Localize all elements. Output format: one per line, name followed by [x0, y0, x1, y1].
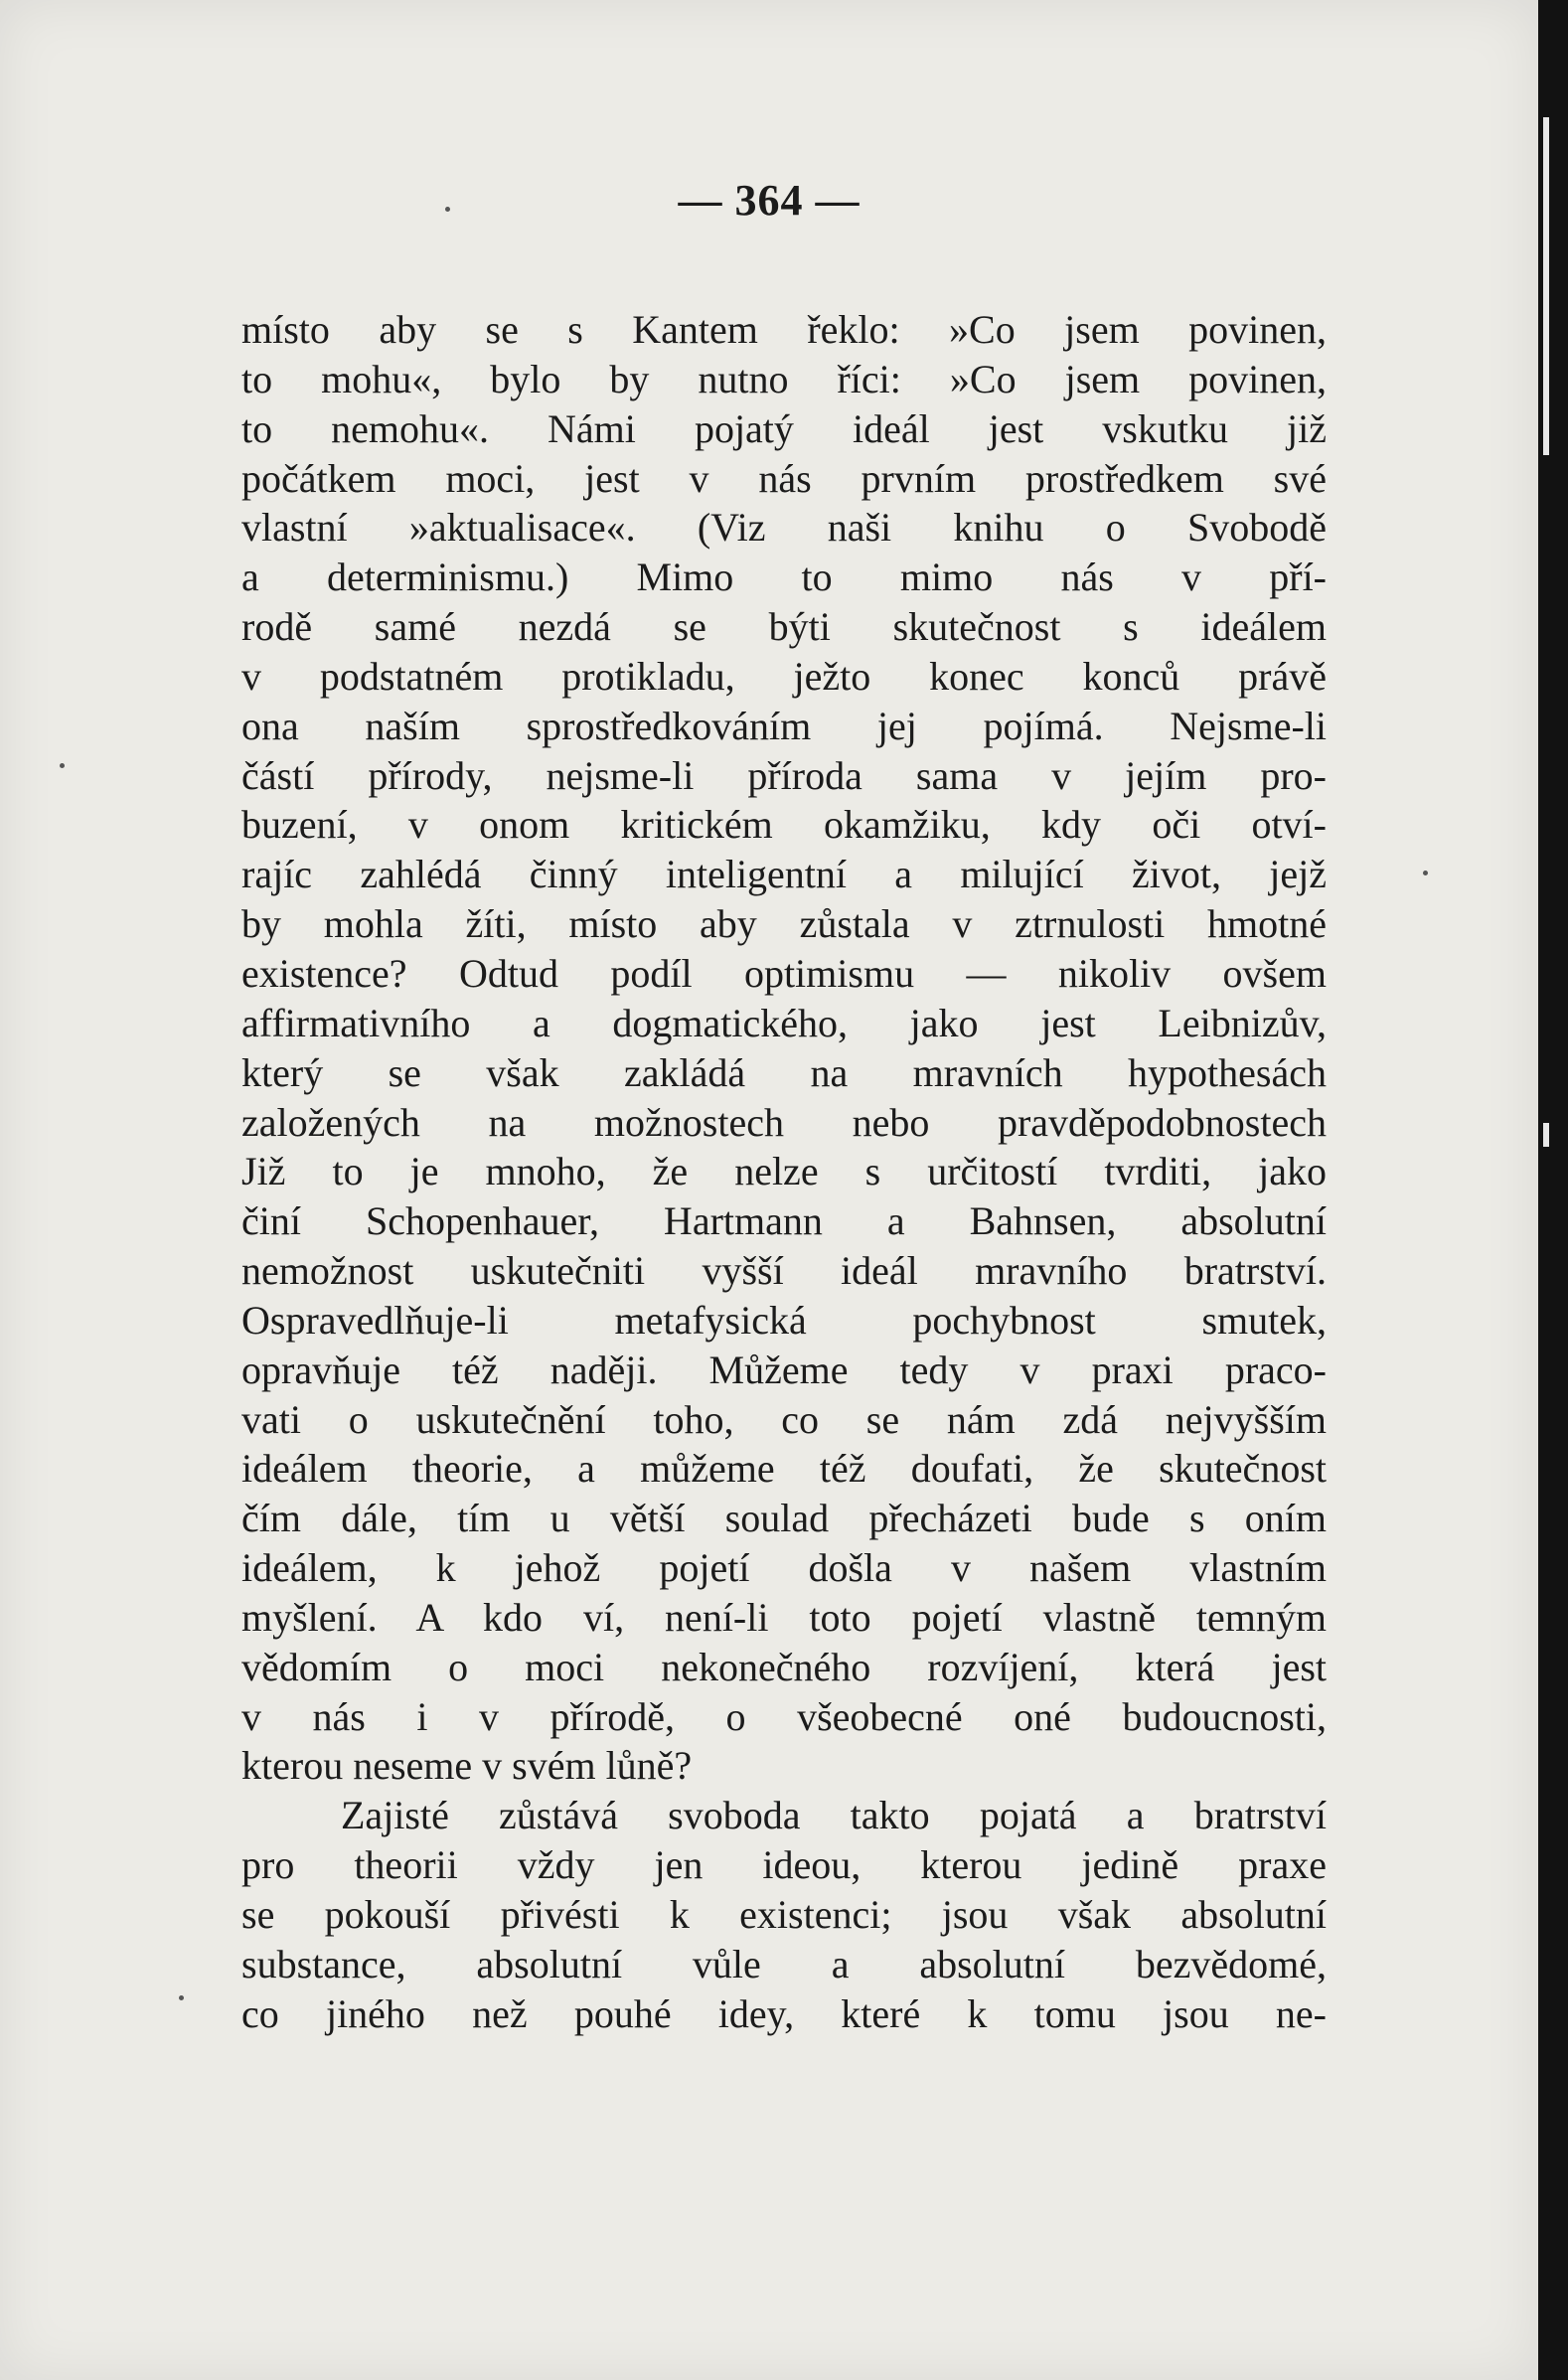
text-line: založených na možnostech nebo pravděpodobnostech [241, 1099, 1327, 1145]
text-line: v nás i v přírodě, o všeobecné oné budoucnosti, [241, 1693, 1327, 1739]
text-line: myšlení. A kdo ví, není-li toto pojetí vlastně temným [241, 1594, 1327, 1640]
text-line: buzení, v onom kritickém okamžiku, kdy oči otví- [241, 802, 1327, 848]
text-line: Zajisté zůstává svoboda takto pojatá a bratrství [341, 1793, 1327, 1838]
page-number: — 364 — [678, 176, 861, 225]
text-line: affirmativního a dogmatického, jako jest Leibnizův, [241, 1000, 1327, 1045]
text-line: činí Schopenhauer, Hartmann a Bahnsen, absolutní [241, 1198, 1327, 1244]
scan-edge-mark [1543, 117, 1549, 455]
text-line: se pokouší přivésti k existenci; jsou však absolutní [241, 1892, 1327, 1937]
text-line: substance, absolutní vůle a absolutní bezvědomé, [241, 1941, 1327, 1986]
text-line: vati o uskutečnění toho, co se nám zdá nejvyšším [241, 1396, 1327, 1442]
text-line: kterou neseme v svém lůně? [241, 1743, 693, 1789]
text-line: pro theorii vždy jen ideou, kterou jedině praxe [241, 1842, 1327, 1888]
text-line: ideálem, k jehož pojetí došla v našem vlastním [241, 1545, 1327, 1591]
text-line: který se však zakládá na mravních hypothesách [241, 1049, 1327, 1095]
text-line: a determinismu.) Mimo to mimo nás v pří- [241, 555, 1327, 600]
text-line: vědomím o moci nekonečného rozvíjení, která jest [241, 1644, 1327, 1689]
text-line: ideálem theorie, a můžeme též doufati, že skutečnost [241, 1446, 1327, 1492]
text-line: existence? Odtud podíl optimismu — nikoliv ovšem [241, 950, 1327, 996]
text-line: co jiného než pouhé idey, které k tomu jsou ne- [241, 1990, 1327, 2036]
speck [60, 763, 65, 768]
text-line: to nemohu«. Námi pojatý ideál jest vskutku již [241, 405, 1327, 451]
text-line: ona naším sprostředkováním jej pojímá. Nejsme-li [241, 703, 1327, 748]
text-line: v podstatném protikladu, ježto konec konců právě [241, 653, 1327, 699]
text-line: rodě samé nezdá se býti skutečnost s ideálem [241, 604, 1327, 650]
text-line: to mohu«, bylo by nutno říci: »Co jsem povinen, [241, 356, 1327, 401]
text-line: opravňuje též naději. Můžeme tedy v praxi praco- [241, 1347, 1327, 1392]
body-text [241, 305, 1327, 2039]
speck [179, 1995, 184, 2000]
text-line: počátkem moci, jest v nás prvním prostředkem své [241, 455, 1327, 501]
text-line: místo aby se s Kantem řeklo: »Co jsem povinen, [241, 307, 1327, 352]
text-line: by mohla žíti, místo aby zůstala v ztrnulosti hmotné [241, 901, 1327, 947]
text-line: vlastní »aktualisace«. (Viz naši knihu o Svobodě [241, 505, 1327, 551]
text-line: částí přírody, nejsme-li příroda sama v jejím pro- [241, 752, 1327, 798]
text-line: čím dále, tím u větší soulad přecházeti bude s oním [241, 1496, 1327, 1541]
text-line: Již to je mnoho, že nelze s určitostí tvrditi, jako [241, 1149, 1327, 1194]
speck [1423, 871, 1428, 875]
text-line: Ospravedlňuje-li metafysická pochybnost smutek, [241, 1297, 1327, 1343]
text-line: nemožnost uskutečniti vyšší ideál mravního bratrství. [241, 1248, 1327, 1294]
text-line: rajíc zahlédá činný inteligentní a milující život, jejž [241, 852, 1327, 897]
scan-edge-mark [1543, 1123, 1549, 1147]
